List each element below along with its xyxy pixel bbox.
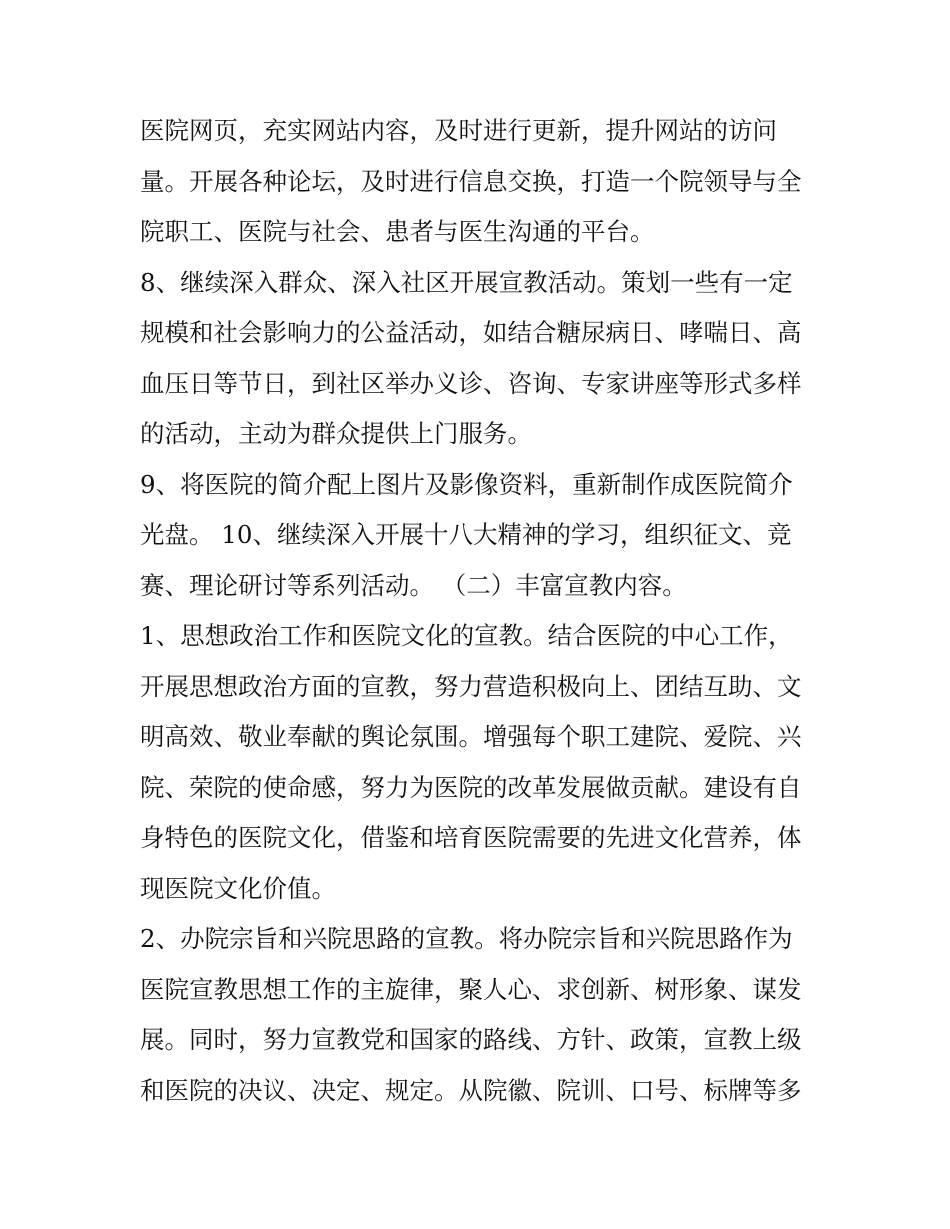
text-line: 和医院的决议、决定、规定。从院徽、院训、口号、标牌等多 [140,1075,802,1105]
text-line: 展。同时，努力宣教党和国家的路线、方针、政策，宣教上级 [140,1025,802,1054]
body-text [140,106,820,1116]
text-line: 赛、理论研讨等系列活动。 （二）丰富宣教内容。 [140,570,687,600]
text-line: 明高效、敬业奉献的舆论氛围。增强每个职工建院、爱院、兴 [140,722,802,751]
text-line: 院、荣院的使命感，努力为医院的改革发展做贡献。建设有自 [140,772,802,802]
text-line: 9、将医院的简介配上图片及影像资料，重新制作成医院简介 [140,469,793,499]
text-line: 血压日等节日，到社区举办义诊、咨询、专家讲座等形式多样 [140,368,802,398]
text-line: 2、办院宗旨和兴院思路的宣教。将办院宗旨和兴院思路作为 [140,924,793,953]
text-line: 现医院文化价值。 [140,873,336,903]
text-line: 规模和社会影响力的公益活动，如结合糖尿病日、哮喘日、高 [140,318,802,347]
text-line: 量。开展各种论坛，及时进行信息交换，打造一个院领导与全 [140,166,802,196]
text-line: 医院网页，充实网站内容，及时进行更新，提升网站的访问 [140,116,777,145]
text-line: 身特色的医院文化，借鉴和培育医院需要的先进文化营养，体 [140,823,802,852]
text-line: 1、思想政治工作和医院文化的宣教。结合医院的中心工作， [140,621,793,650]
text-line: 的活动，主动为群众提供上门服务。 [140,419,532,448]
text-line: 开展思想政治方面的宣教，努力营造积极向上、团结互助、文 [140,671,802,701]
text-line: 光盘。 10、继续深入开展十八大精神的学习，组织征文、竞 [140,520,792,549]
text-line: 院职工、医院与社会、患者与医生沟通的平台。 [140,217,655,246]
text-line: 医院宣教思想工作的主旋律，聚人心、求创新、树形象、谋发 [140,974,802,1004]
text-line: 8、继续深入群众、深入社区开展宣教活动。策划一些有一定 [140,267,793,297]
